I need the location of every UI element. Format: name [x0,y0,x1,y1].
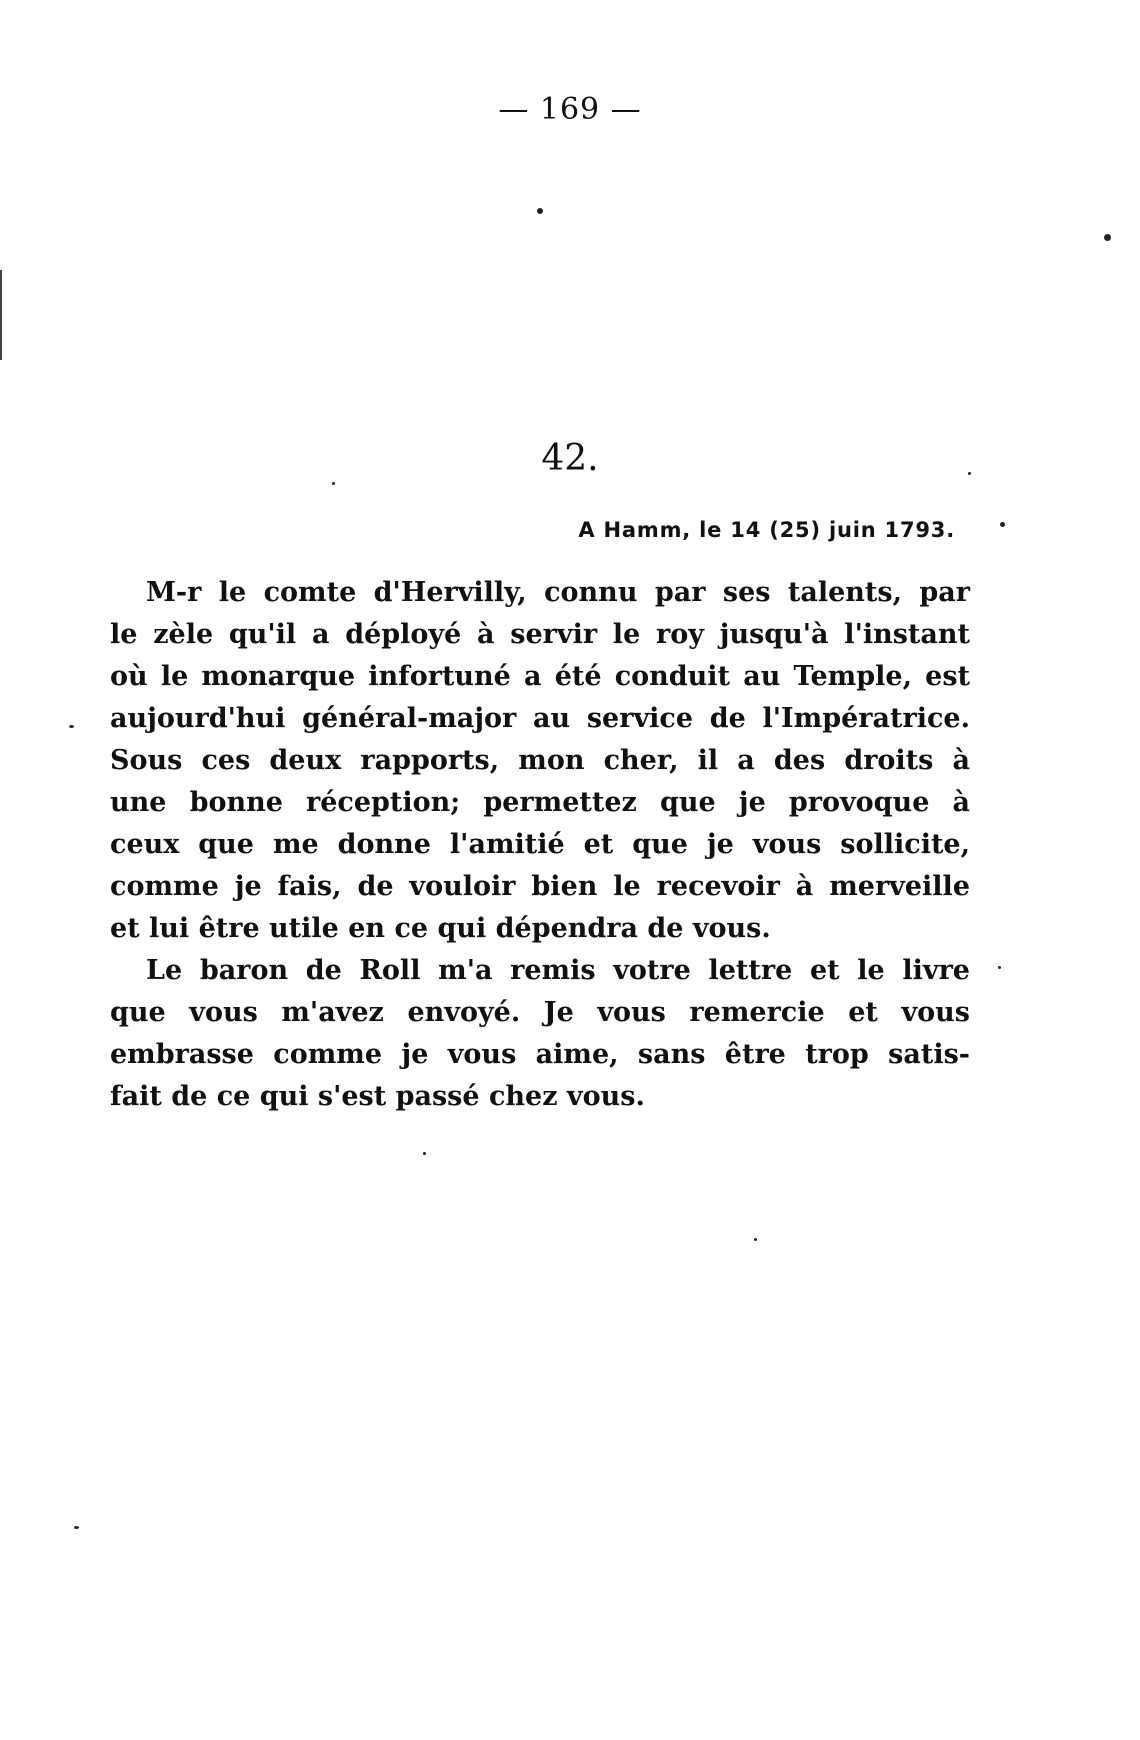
scan-speck [1104,234,1111,241]
paragraph-1-line-4: aujourd'hui général-major au service de l'Impératrice. [110,703,970,734]
paragraph-1-line-9: et lui être utile en ce qui dépendra de vous. [110,913,771,944]
paragraph-1-line-2: le zèle qu'il a déployé à servir le roy jusqu'à l'instant [110,619,970,650]
scan-speck [423,1152,426,1155]
letter-body [110,572,970,1118]
paragraph-1-line-3: où le monarque infortuné a été conduit au Temple, est [110,661,970,692]
paragraph-1-line-7: ceux que me donne l'amitié et que je vous sollicite, [110,829,970,860]
paragraph-2-line-2: que vous m'avez envoyé. Je vous remercie et vous [110,997,970,1028]
dateline: A Hamm, le 14 (25) juin 1793. [578,518,955,542]
letter-number: 42. [541,438,599,479]
paragraph-1-line-6: une bonne réception; permettez que je provoque à [110,787,970,818]
scan-speck [998,966,1001,969]
scan-edge-line [0,270,2,360]
scan-speck [754,1238,757,1241]
paragraph-1-line-5: Sous ces deux rapports, mon cher, il a des droits à [110,745,970,776]
scan-speck [332,482,335,485]
scan-speck [1000,522,1005,527]
scan-speck [968,472,971,475]
scan-speck [74,1526,79,1529]
paragraph-2-line-1: Le baron de Roll m'a remis votre lettre et le livre [146,955,970,986]
paragraph-2-line-3: embrasse comme je vous aime, sans être trop satis- [110,1039,970,1070]
paragraph-1-line-8: comme je fais, de vouloir bien le recevoir à merveille [110,871,970,902]
page-number: — 169 — [498,92,642,127]
scan-speck [69,725,74,728]
paragraph-2-line-4: fait de ce qui s'est passé chez vous. [110,1081,645,1112]
scan-speck [537,208,543,214]
paragraph-1-line-1: M-r le comte d'Hervilly, connu par ses talents, par [146,577,970,608]
